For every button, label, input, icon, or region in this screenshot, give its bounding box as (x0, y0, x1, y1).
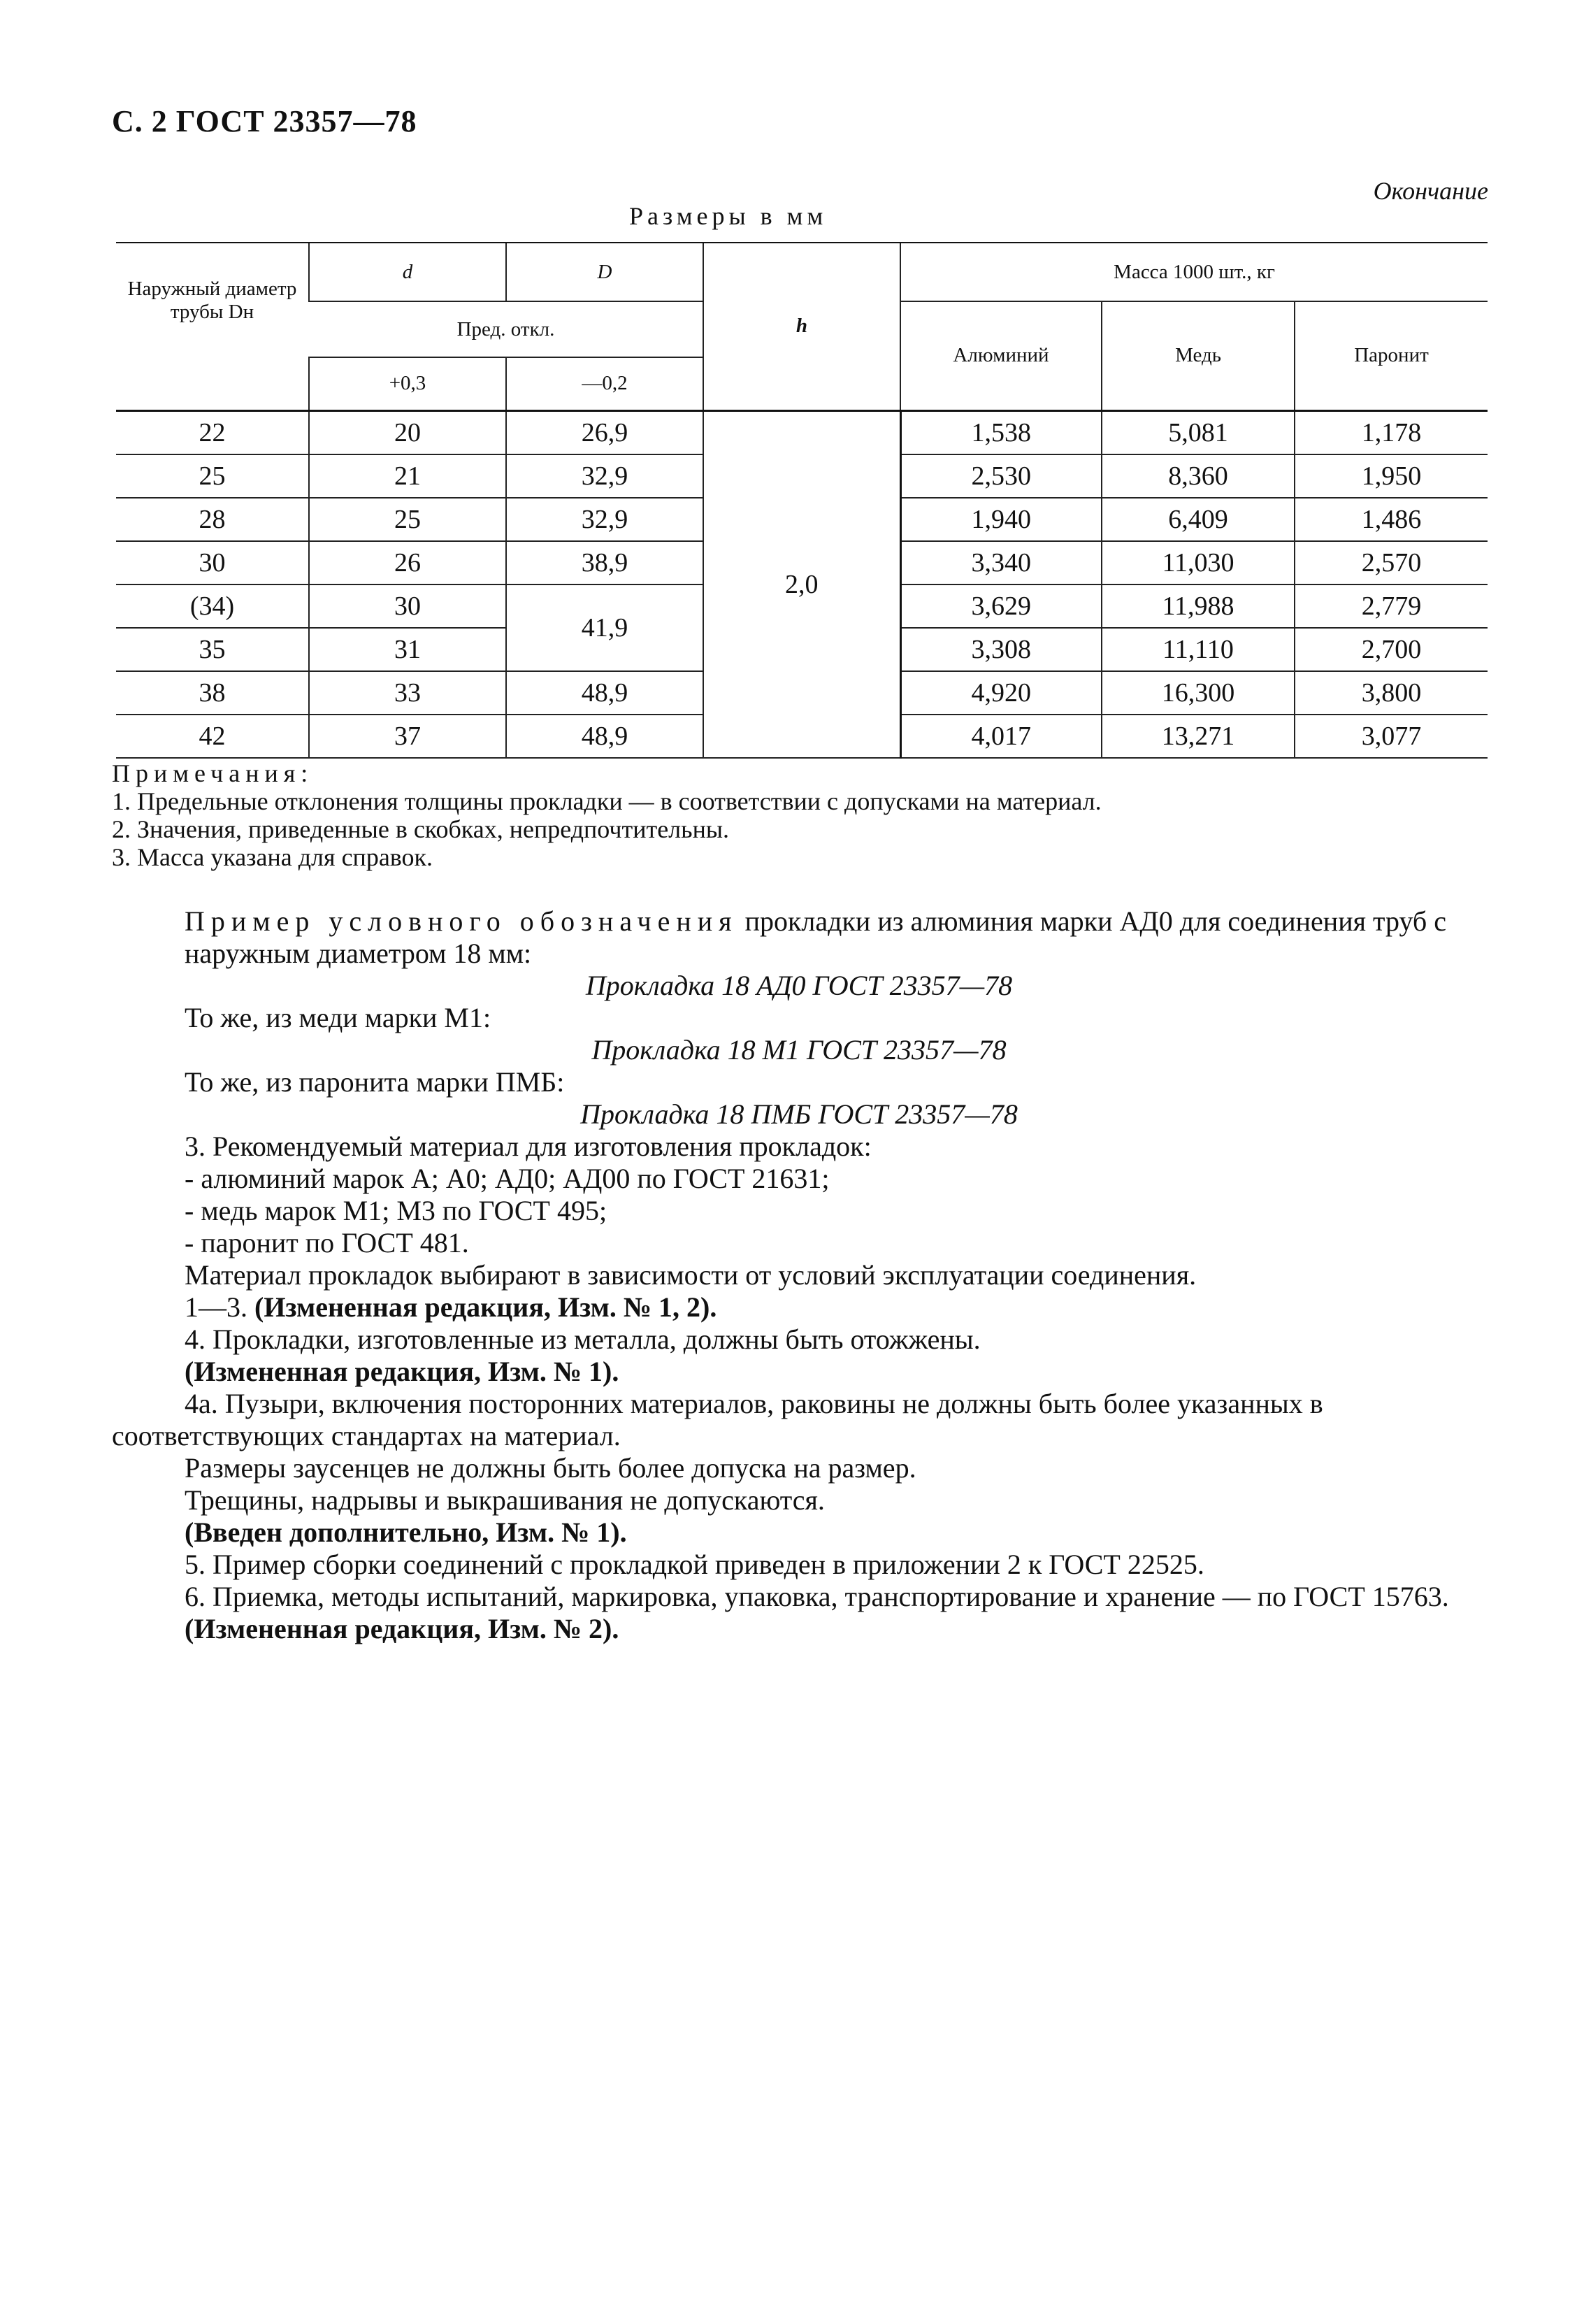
notes-block (112, 759, 1486, 871)
table-cell: 38 (116, 671, 309, 715)
note-item: 2. Значения, приведенные в скобках, непредпочтительны. (112, 815, 730, 843)
notes-title: Примечания: (112, 759, 314, 787)
table-cell: 1,538 (900, 410, 1102, 454)
designation-paronite: Прокладка 18 ПМБ ГОСТ 23357—78 (580, 1098, 1018, 1130)
table-cell: 42 (116, 715, 309, 758)
table-cell: 4,017 (900, 715, 1102, 758)
table-cell: 37 (309, 715, 506, 758)
table-cell: 5,081 (1102, 410, 1295, 454)
table-cell: 25 (116, 454, 309, 498)
revision-note: (Измененная редакция, Изм. № 1, 2). (254, 1291, 717, 1323)
table-cell: 48,9 (506, 715, 703, 758)
table-cell: 4,920 (900, 671, 1102, 715)
header-tolerance-d: +0,3 (309, 357, 506, 410)
paragraph-6: 6. Приемка, методы испытаний, маркировка, упаковка, транспортирование и хранение — по ГОСТ 15763. (185, 1581, 1449, 1612)
revision-prefix: 1—3. (185, 1291, 247, 1323)
table-cell: 26 (309, 541, 506, 584)
paragraph-4c: Трещины, надрывы и выкрашивания не допускаются. (185, 1484, 825, 1516)
header-h: h (703, 243, 900, 410)
table-cell: 11,110 (1102, 628, 1295, 671)
table-cell: 41,9 (506, 584, 703, 671)
table-cell: 26,9 (506, 410, 703, 454)
header-tolerance-D: —0,2 (506, 357, 703, 410)
note-item: 1. Предельные отклонения толщины прокладки — в соответствии с допусками на материал. (112, 787, 1102, 815)
revision-4a: (Введен дополнительно, Изм. № 1). (185, 1516, 627, 1548)
table-cell: 3,629 (900, 584, 1102, 628)
table-cell: 31 (309, 628, 506, 671)
example-lead: Пример условного обозначения (185, 905, 738, 937)
table-cell: 30 (116, 541, 309, 584)
paragraph-3a: - алюминий марок А; А0; АД0; АД00 по ГОСТ 21631; (185, 1163, 830, 1194)
table-cell: 1,940 (900, 498, 1102, 541)
revision-1-3 (112, 1291, 1486, 1324)
designation-aluminum: Прокладка 18 АД0 ГОСТ 23357—78 (585, 970, 1013, 1001)
table-cell: 25 (309, 498, 506, 541)
table-cell: 3,077 (1295, 715, 1488, 758)
table-cell: 16,300 (1102, 671, 1295, 715)
same-paronite: То же, из паронита марки ПМБ: (185, 1066, 565, 1098)
header-tolerance: Пред. откл. (309, 301, 703, 357)
table-cell: 11,988 (1102, 584, 1295, 628)
table-cell: 22 (199, 417, 226, 447)
table-cell: 30 (309, 584, 506, 628)
table-cell: 48,9 (506, 671, 703, 715)
header-paronite: Паронит (1295, 301, 1488, 410)
main-text (112, 905, 1486, 1645)
table-cell: 32,9 (506, 454, 703, 498)
note-item: 3. Масса указана для справок. (112, 843, 433, 871)
header-copper: Медь (1102, 301, 1295, 410)
example-paragraph (112, 905, 1486, 970)
table-cell: 28 (116, 498, 309, 541)
header-aluminum: Алюминий (900, 301, 1102, 410)
table-cell: 2,530 (900, 454, 1102, 498)
paragraph-4: 4. Прокладки, изготовленные из металла, должны быть отожжены. (185, 1324, 981, 1355)
table-cell: 33 (309, 671, 506, 715)
table-cell: 3,800 (1295, 671, 1488, 715)
same-copper: То же, из меди марки М1: (185, 1002, 491, 1033)
table-continuation-label: Окончание (1373, 177, 1488, 205)
header-outer-diameter: Наружный диаметр трубы Dн (116, 243, 309, 357)
table-cell: 1,950 (1295, 454, 1488, 498)
page-header: С. 2 ГОСТ 23357—78 (112, 104, 417, 138)
paragraph-3d: Материал прокладок выбирают в зависимости от условий эксплуатации соединения. (185, 1259, 1197, 1291)
table-cell: (34) (116, 584, 309, 628)
revision-6: (Измененная редакция, Изм. № 2). (185, 1613, 619, 1644)
dimensions-table (116, 242, 1488, 759)
table-caption: Размеры в мм (629, 202, 828, 230)
paragraph-3: 3. Рекомендуемый материал для изготовления прокладок: (185, 1131, 872, 1162)
paragraph-4b: Размеры заусенцев не должны быть более допуска на размер. (185, 1452, 916, 1484)
table-cell: 8,360 (1102, 454, 1295, 498)
table-cell: 13,271 (1102, 715, 1295, 758)
paragraph-3b: - медь марок М1; М3 по ГОСТ 495; (185, 1195, 607, 1226)
table-cell: 3,308 (900, 628, 1102, 671)
table-cell: 38,9 (506, 541, 703, 584)
table-cell: 1,486 (1295, 498, 1488, 541)
designation-copper: Прокладка 18 М1 ГОСТ 23357—78 (591, 1034, 1007, 1066)
table-cell: 20 (309, 410, 506, 454)
example-text: прокладки из алюминия марки АД0 для соединения труб с наружным диаметром 18 мм: (185, 905, 1447, 969)
header-mass: Масса 1000 шт., кг (900, 243, 1488, 301)
table-cell: 11,030 (1102, 541, 1295, 584)
table-cell: 2,700 (1295, 628, 1488, 671)
paragraph-4a: 4а. Пузыри, включения посторонних материалов, раковины не должны быть более указанных в соответствующих стандартах на материал. (112, 1388, 1323, 1451)
table-cell: 21 (309, 454, 506, 498)
table-cell: 3,340 (900, 541, 1102, 584)
header-D: D (506, 243, 703, 301)
table-cell: 32,9 (506, 498, 703, 541)
header-empty (116, 357, 309, 410)
table-cell: 2,570 (1295, 541, 1488, 584)
revision-4: (Измененная редакция, Изм. № 1). (185, 1356, 619, 1387)
header-d: d (309, 243, 506, 301)
h-value-cell: 2,0 (703, 410, 900, 758)
table-cell: 2,779 (1295, 584, 1488, 628)
paragraph-5: 5. Пример сборки соединений с прокладкой приведен в приложении 2 к ГОСТ 22525. (185, 1549, 1204, 1580)
table-cell: 6,409 (1102, 498, 1295, 541)
table-cell: 35 (116, 628, 309, 671)
table-cell: 1,178 (1295, 410, 1488, 454)
paragraph-3c: - паронит по ГОСТ 481. (185, 1227, 469, 1258)
